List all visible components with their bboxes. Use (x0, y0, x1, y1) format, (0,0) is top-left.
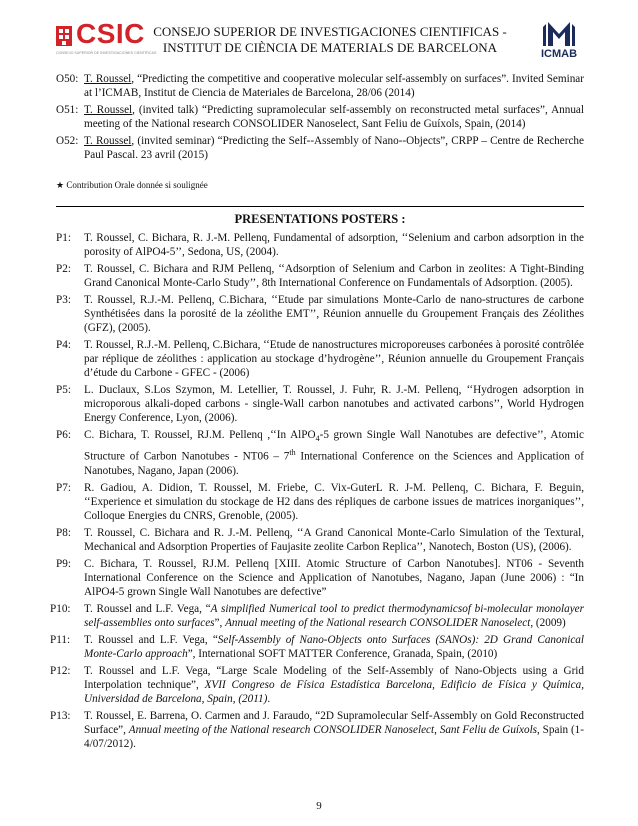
poster-presentations-list (50, 231, 585, 754)
entry-author: T. Roussel (84, 104, 133, 116)
entry-superscript: th (289, 448, 296, 458)
header-title-line-2: INSTITUT DE CIÈNCIA DE MATERIALS DE BARCELONA (162, 40, 498, 55)
entry-code: P3: (56, 294, 71, 306)
entry-text-end: , (2009) (530, 616, 566, 629)
entry-italic-place: Sant Feliu de Guíxols (439, 723, 538, 736)
entry-text: R. Gadiou, A. Didion, T. Roussel, M. Friebe, C. Vix-GuterL R. J-M. Pellenq, C. Bichara, F. Beguin, ‘‘Experience et simulation du stockage de H2 dans des répliques de carbone issues de matrices inorganiques’’, Colloque Energies du CNRS, Grenoble, (2005). (84, 481, 584, 522)
entry-code: P4: (56, 339, 71, 351)
entry-author: T. Roussel (84, 73, 132, 85)
entry-text-cont: , (434, 723, 440, 736)
entry-italic-venue: Annual meeting of the National research CONSOLIDER Nanoselect (225, 616, 531, 629)
section-title: PRESENTATIONS POSTERS : (234, 212, 406, 226)
entry-code: O52: (56, 135, 79, 147)
page-number: 9 (316, 800, 322, 812)
poster-entry-p7 (56, 481, 584, 523)
poster-entry-p4 (56, 338, 584, 380)
header-title-line-1: CONSEJO SUPERIOR DE INVESTIGACIONES CIENTIFICAS - (153, 24, 507, 39)
poster-entry-p2 (56, 262, 584, 290)
entry-code: P5: (56, 384, 71, 396)
section-divider (56, 206, 584, 207)
entry-code: P12: (50, 664, 71, 677)
entry-text: T. Roussel, R.J.-M. Pellenq, C.Bichara, ‘‘Etude de nanostructures microporeuses carbonées à porosité contrôlée par réplique de zéolithes : application au stockage d’hydrogène’’, Réunion annuelle du Groupement Français d’étude du Carbone - GFEC - (2006) (84, 339, 584, 379)
entry-text: T. Roussel, C. Bichara, R. J.-M. Pellenq, Fundamental of adsorption, ‘‘Selenium and carbon adsorption in the porosity of AlPO4-5’’, Sedona, US, (2004). (84, 232, 584, 258)
oral-presentations-list (56, 72, 584, 165)
footnote (56, 180, 208, 191)
icmab-emblem-icon (534, 18, 584, 48)
page-header (0, 14, 638, 64)
poster-entry-p3 (56, 293, 584, 335)
entry-text: T. Roussel, E. Barrena, O. Carmen and J. Faraudo, “2D Supramolecular Self-Assembly on Gold Reconstructed Surface”, (84, 709, 584, 736)
entry-text: C. Bichara, T. Roussel, RJ.M. Pellenq [XIII. Atomic Structure of Carbon Nanotubes]. NT06 - Seventh International Conference on the Science and Application of Nanotubes, Nagano, Japan (June 2006) : “In AlPO4-5 grown Single Wall Nanotubes are defective” (84, 557, 584, 598)
entry-text: , “Predicting the competitive and cooperative molecular self-assembly on surfaces”. Invited Seminar at l’ICMAB, Institut de Ciencia de Materiales de Barcelona, 28/06 (2014) (84, 73, 584, 99)
csic-emblem-icon (56, 24, 72, 48)
entry-text: T. Roussel and L.F. Vega, “ (84, 633, 218, 646)
entry-text-end: International Conference on the Sciences and Application of Nanotubes, Nagano, Japan (2006). (84, 450, 584, 477)
entry-code: P9: (56, 557, 71, 570)
poster-entry-p9 (56, 557, 584, 599)
header-title (150, 24, 510, 56)
csic-logo-subtext: CONSEJO SUPERIOR DE INVESTIGACIONES CIENTÍFICAS (56, 51, 157, 55)
poster-entry-p10 (50, 602, 585, 630)
entry-text-cont: ”, (214, 616, 226, 629)
entry-text: T. Roussel and L.F. Vega, “ (84, 602, 211, 615)
entry-code: P6: (56, 429, 71, 441)
entry-code: P11: (50, 633, 71, 646)
entry-italic-venue: XVII Congreso de Física Estadística Barcelona, Edificio de Física y Química, Universidad de Barcelona, Spain, (2011) (84, 678, 584, 705)
entry-author: T. Roussel (84, 135, 132, 147)
entry-text: T. Roussel, C. Bichara and RJM Pellenq, ‘‘Adsorption of Selenium and Carbon in zeolites: A Tight-Binding Grand Canonical Monte-Carlo Study’’, 8th International Conference on Fundamentals of Adsorption. (2005). (84, 263, 584, 289)
entry-code: P10: (50, 602, 71, 615)
entry-italic-title: A simplified Numerical tool to predict thermodynamicsof bi-molecular monolayer self-assemblies onto surfaces (84, 602, 585, 629)
entry-text: L. Duclaux, S.Los Szymon, M. Letellier, T. Roussel, J. Fuhr, R. J.-M. Pellenq, ‘‘Hydrogen adsorption in microporous alkali-doped carbons - single-Wall carbon nanotubes and activated carbons’’, World Hydrogen Energy Conference, Lyon, (2006). (84, 384, 584, 424)
entry-text: T. Roussel, R.J.-M. Pellenq, C.Bichara, ‘‘Etude par simulations Monte-Carlo de nano-structures de carbone Synthétisées dans la porosité de la zéolithe EMT’’, Réunion annuelle du Groupement Français des Zéolithes (GFZ), (2005). (84, 294, 584, 334)
entry-text: , (invited seminar) “Predicting the Self--Assembly of Nano--Objects”, CRPP – Centre de Recherche Paul Pascal. 23 avril (2015) (84, 135, 584, 161)
csic-logo-text: CSIC (76, 18, 145, 49)
icmab-logo (534, 18, 584, 64)
star-icon: ★ (56, 180, 65, 190)
entry-subscript: 4 (315, 434, 320, 444)
entry-code: P7: (56, 481, 71, 494)
entry-text: T. Roussel and L.F. Vega, “Large Scale Modeling of the Self-Assembly of Nano-Objects using a Grid Interpolation technique”, (84, 664, 584, 691)
entry-italic-venue: Annual meeting of the National research CONSOLIDER Nanoselect (128, 723, 435, 736)
entry-code: P1: (56, 232, 71, 244)
entry-code: P13: (50, 709, 71, 722)
poster-entry-p12 (50, 664, 584, 706)
poster-entry-p11 (50, 633, 584, 661)
poster-entry-p5 (56, 383, 584, 425)
oral-entry-o51 (56, 103, 584, 131)
entry-italic-title: Self-Assembly of Nano-Objects onto Surfaces (SANOs): 2D Grand Canonical Monte-Carlo approach (84, 633, 584, 660)
footnote-text: Contribution Orale donnée si soulignée (66, 180, 208, 190)
entry-code: O50: (56, 73, 79, 85)
entry-code: O51: (56, 104, 79, 116)
poster-entry-p6 (56, 428, 584, 478)
entry-text: T. Roussel, C. Bichara and R. J.-M. Pellenq, ‘‘A Grand Canonical Monte-Carlo Simulation of the Textural, Mechanical and Adsorption Properties of Faujasite zeolite Carbon Replica’’, Nanotech, Boston (US), (2006). (84, 526, 584, 553)
icmab-logo-text: ICMAB (540, 48, 578, 60)
entry-text: C. Bichara, T. Roussel, RJ.M. Pellenq ,‘‘In AlPO (84, 429, 316, 441)
csic-logo (56, 18, 157, 58)
poster-entry-p1 (56, 231, 584, 259)
entry-code: P8: (56, 526, 71, 539)
oral-entry-o50 (56, 72, 584, 100)
entry-text: , (invited talk) “Predicting supramolecular self-assembly on reconstructed metal surfaces”, Annual meeting of the National research CONSOLIDER Nanoselect, Sant Feliu de Guíxols, Spain, (2014) (84, 104, 585, 130)
poster-entry-p8 (56, 526, 584, 554)
entry-text-cont: . (267, 692, 271, 705)
entry-text-cont: -5 grown Single Wall Nanotubes are defective’’, Atomic Structure of Carbon Nanotubes - NT06 – 7 (84, 429, 584, 463)
entry-text-cont: ”, International SOFT MATTER Conference, Granada, Spain, (2010) (187, 647, 498, 660)
entry-code: P2: (56, 263, 71, 275)
entry-text-end: , Spain (1-4/07/2012). (84, 723, 584, 750)
poster-entry-p13 (50, 709, 584, 751)
oral-entry-o52 (56, 134, 584, 162)
